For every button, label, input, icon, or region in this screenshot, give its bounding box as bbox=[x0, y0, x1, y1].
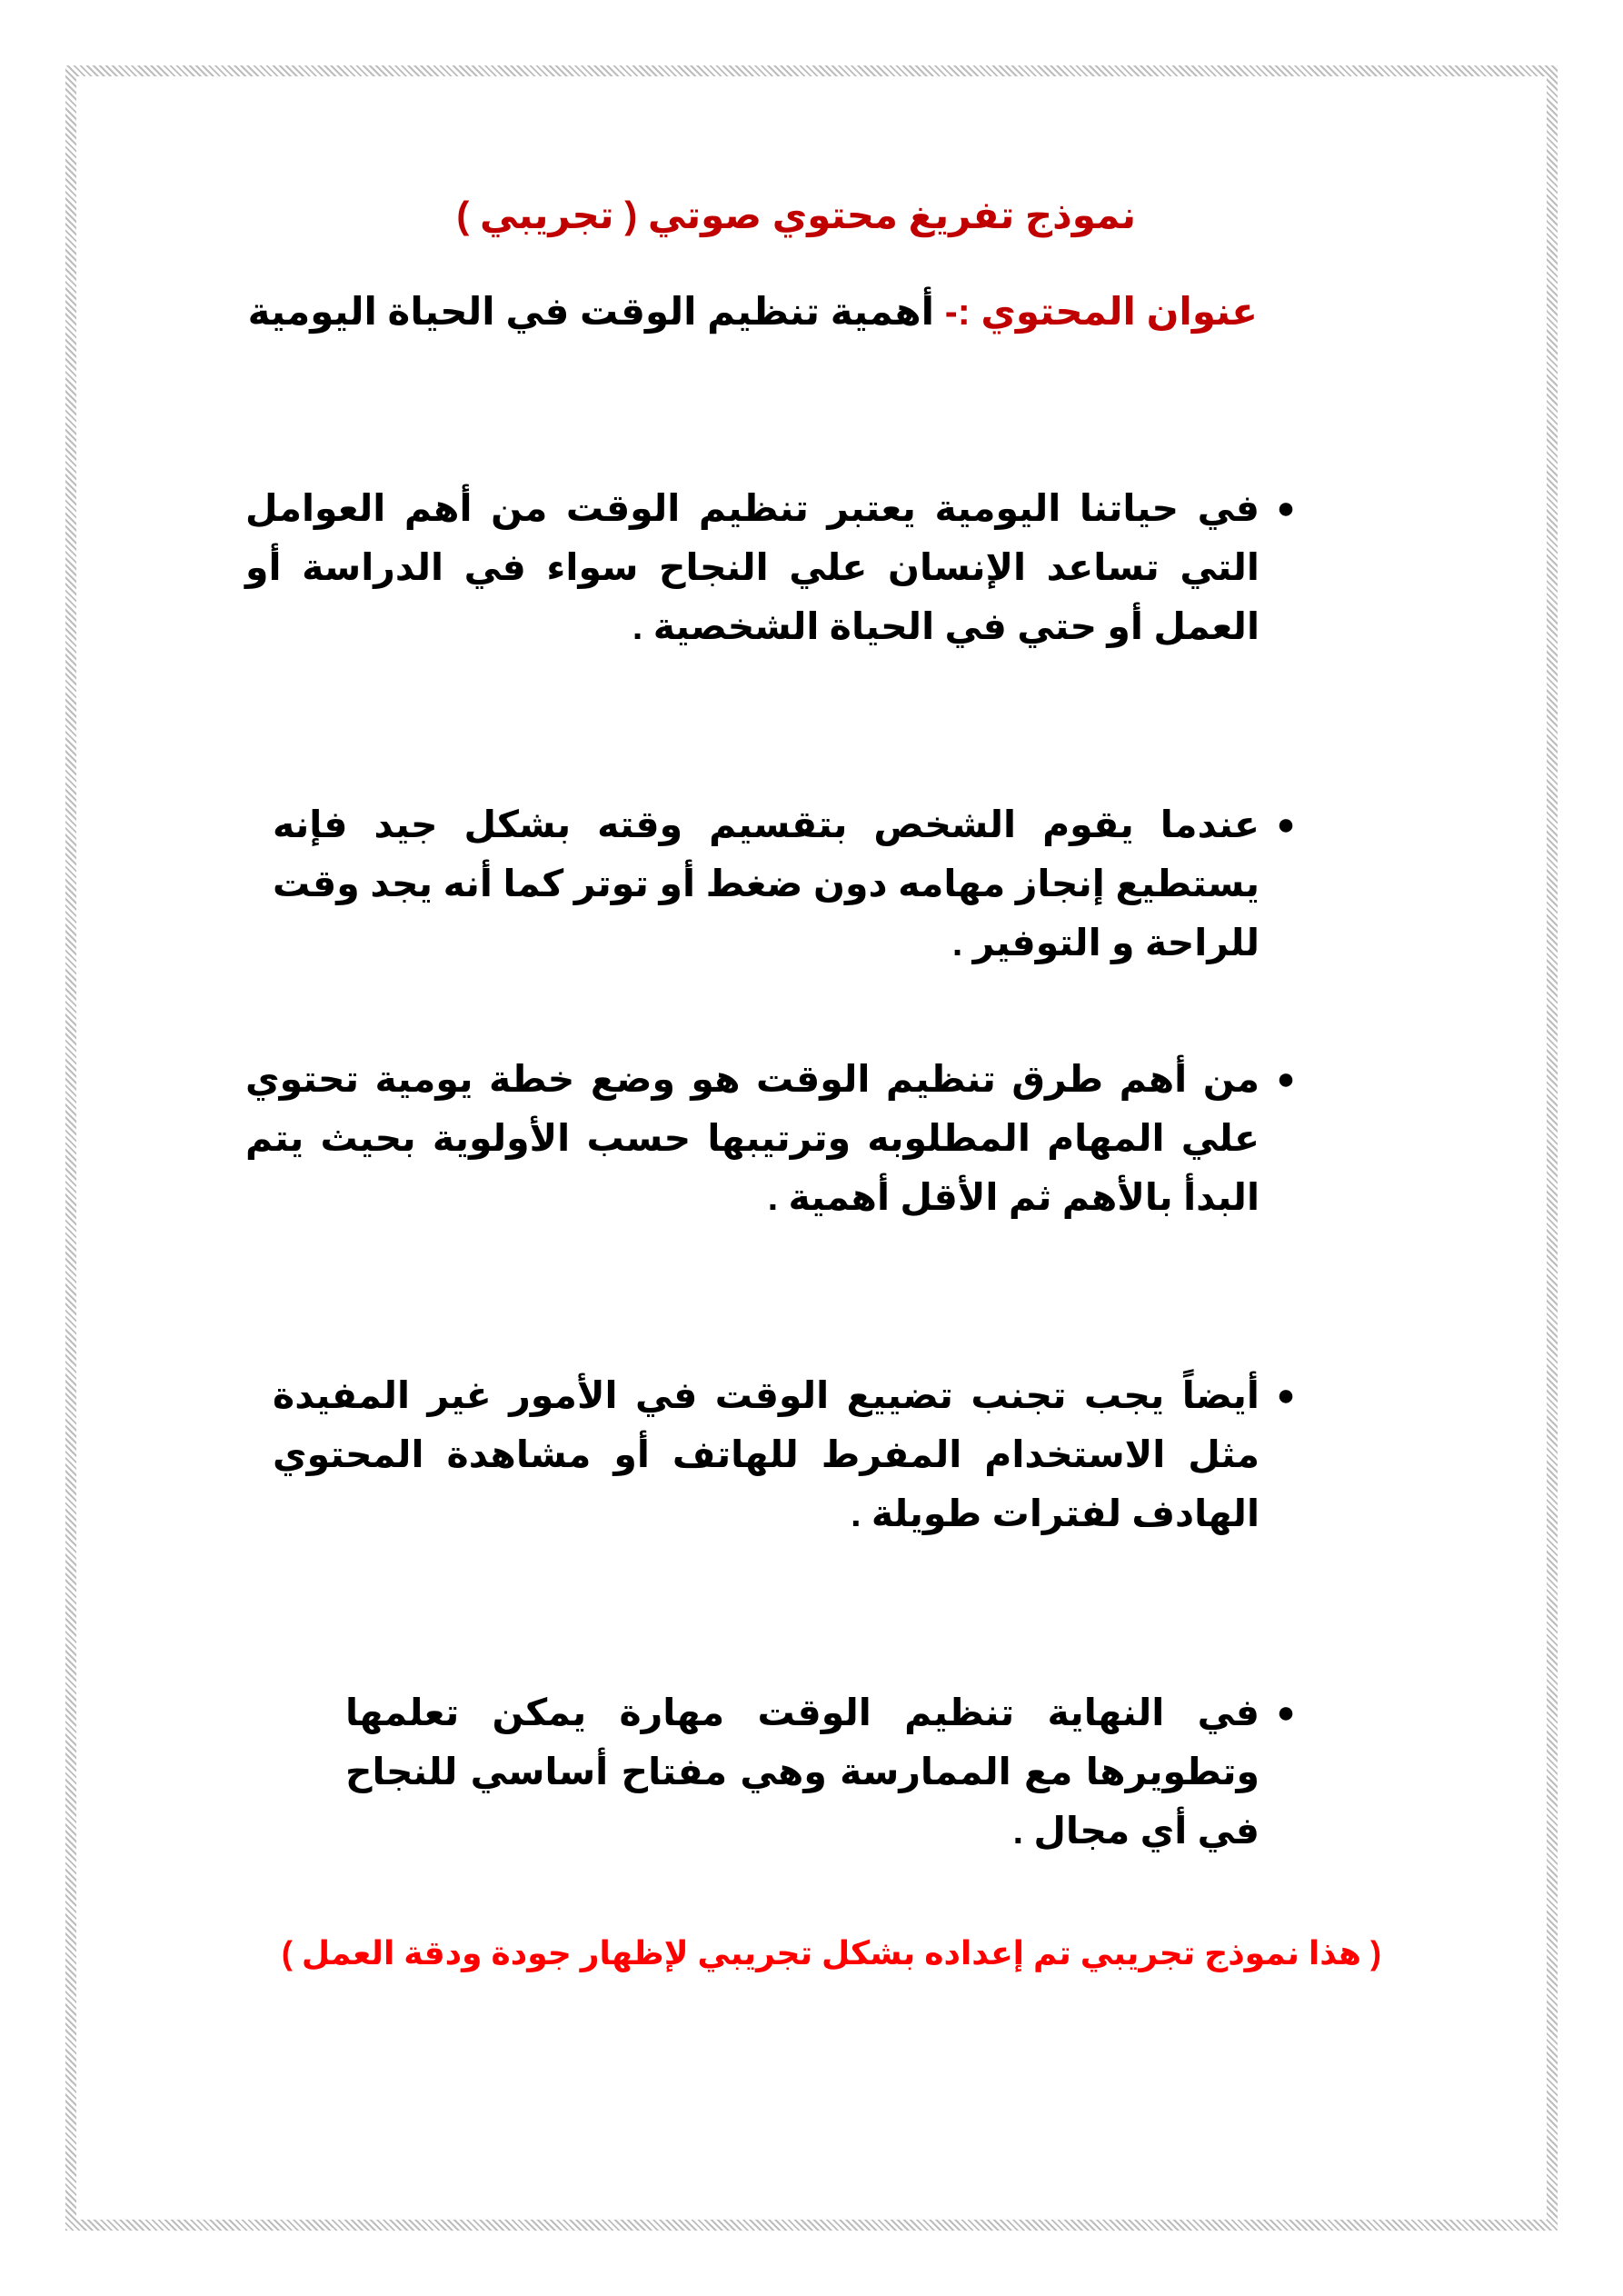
content-title bbox=[248, 289, 1258, 334]
list-item bbox=[273, 795, 1296, 973]
list-item-text: في النهاية تنظيم الوقت مهارة يمكن تعلمها وتطويرها مع الممارسة وهي مفتاح أساسي للنجاح في أي مجال . bbox=[345, 1692, 1260, 1852]
content-title-label: عنوان المحتوي :- bbox=[944, 290, 1258, 333]
list-item bbox=[345, 1683, 1296, 1861]
list-item bbox=[245, 479, 1296, 656]
list-item-text: أيضاً يجب تجنب تضييع الوقت في الأمور غير المفيدة مثل الاستخدام المفرط للهاتف أو مشاهدة المحتوي الهادف لفترات طويلة . bbox=[273, 1374, 1260, 1534]
bullet-icon: ● bbox=[1276, 807, 1296, 842]
list-item bbox=[273, 1366, 1296, 1543]
list-item-text: في حياتنا اليومية يعتبر تنظيم الوقت من أهم العوامل التي تساعد الإنسان علي النجاح سواء في الدراسة أو العمل أو حتي في الحياة الشخصية . bbox=[245, 487, 1260, 647]
list-item-text: عندما يقوم الشخص بتقسيم وقته بشكل جيد فإنه يستطيع إنجاز مهامه دون ضغط أو توتر كما أنه يجد وقت للراحة و التوفير . bbox=[273, 804, 1260, 963]
footer-note: ( هذا نموذج تجريبي تم إعداده بشكل تجريبي لإظهار جودة ودقة العمل ) bbox=[281, 1934, 1381, 1972]
document-title: نموذج تفريغ محتوي صوتي ( تجريبي ) bbox=[456, 194, 1136, 236]
list-item-text: من أهم طرق تنظيم الوقت هو وضع خطة يومية تحتوي علي المهام المطلوبه وترتيبها حسب الأولوية بحيث يتم البدأ بالأهم ثم الأقل أهمية . bbox=[245, 1058, 1260, 1218]
list-item bbox=[245, 1050, 1296, 1227]
bullet-icon: ● bbox=[1276, 1062, 1296, 1096]
content-title-value: أهمية تنظيم الوقت في الحياة اليومية bbox=[247, 290, 935, 333]
bullet-icon: ● bbox=[1276, 1695, 1296, 1730]
bullet-icon: ● bbox=[1276, 1378, 1296, 1413]
bullet-icon: ● bbox=[1276, 491, 1296, 525]
